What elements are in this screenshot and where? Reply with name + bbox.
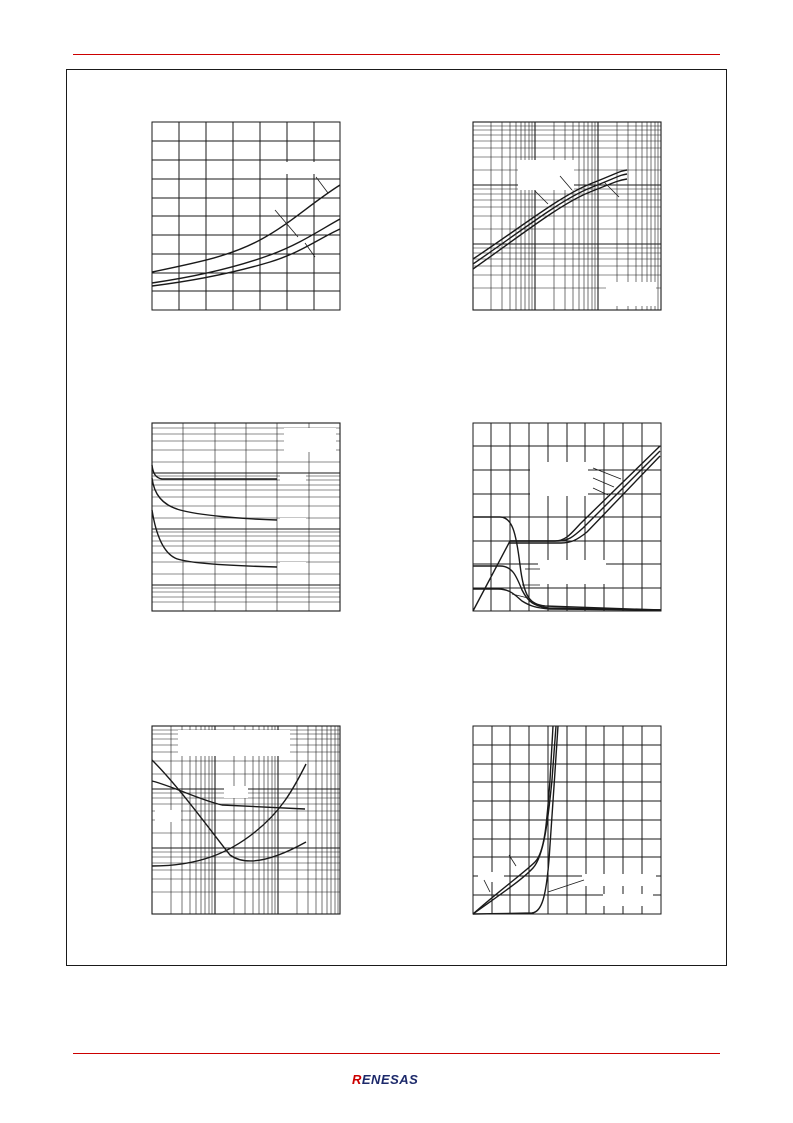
footer-rule: [73, 1053, 720, 1054]
renesas-logo: [352, 1072, 418, 1087]
chart-6-leader: [548, 880, 584, 892]
chart-3-curve-3: [152, 510, 277, 567]
chart-2-curve-3: [473, 179, 627, 269]
chart-5-plot: [152, 726, 340, 914]
chart-2-label-mask: [518, 160, 574, 190]
chart-6-label-mask: [478, 872, 504, 882]
chart-5-label-mask: [224, 786, 248, 798]
chart-6-plot: [473, 726, 661, 914]
chart-1-label-mask: [262, 162, 332, 174]
chart-3-curve-1: [152, 465, 277, 479]
chart-3-label-mask: [280, 562, 306, 572]
chart-6-label-mask: [603, 894, 653, 906]
chart-3-label-mask: [280, 518, 306, 528]
chart-6-label-mask: [582, 874, 656, 886]
chart-1-curve-3: [152, 229, 340, 286]
chart-2-leader: [535, 191, 548, 204]
chart-3-curve-2: [152, 478, 277, 520]
chart-5-label-mask: [155, 810, 181, 822]
chart-3-label-mask: [284, 428, 336, 452]
chart-2-plot: [473, 122, 661, 310]
chart-4-label-mask: [530, 462, 588, 496]
logo-initial: R: [352, 1072, 362, 1087]
chart-4-plot: [473, 423, 661, 611]
chart-1-plot: [152, 122, 340, 310]
chart-3-plot: [152, 423, 340, 611]
chart-2-label-mask: [606, 282, 656, 306]
chart-3-label-mask: [280, 474, 306, 484]
chart-4-label-mask: [538, 560, 606, 584]
chart-5-label-mask: [178, 730, 290, 756]
logo-rest: ENESAS: [361, 1072, 419, 1087]
